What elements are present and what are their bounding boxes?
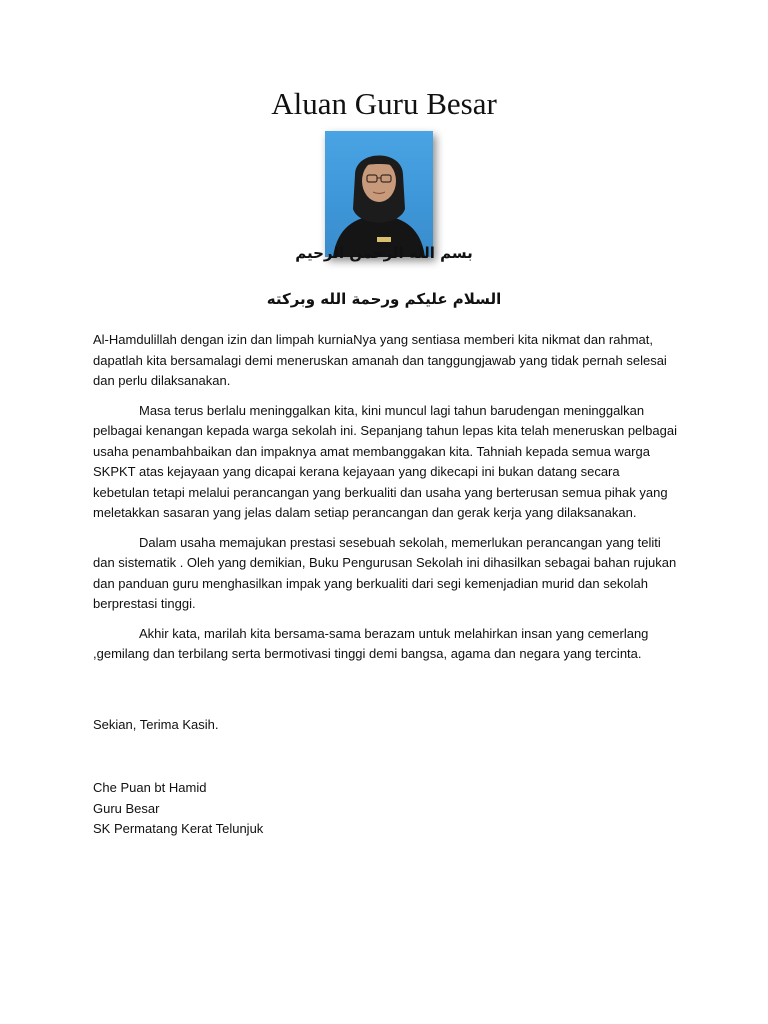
salam-greeting: السلام عليكم ورحمة الله وبركته bbox=[266, 290, 502, 308]
signatory-name: Che Puan bt Hamid bbox=[93, 780, 207, 795]
school-name: SK Permatang Kerat Telunjuk bbox=[93, 821, 264, 836]
headmistress-photo bbox=[325, 131, 433, 257]
closing-line: Sekian, Terima Kasih. bbox=[93, 717, 219, 732]
paragraph-reflection: Masa terus berlalu meninggalkan kita, kini muncul lagi tahun barudengan meninggalkan pelbagai kenangan kepada warga sekolah ini. Sepanjang tahun lepas kita telah meneruskan pelbagai usaha penambahbaikan dan impaknya amat membanggakan kita. Tahniah kepada semua warga SKPKT atas kejayaan yang dicapai kerana kejayaan yang dikecapi ini bukan datang secara kebetulan tetapi melalui perancangan yang berkualiti dan usaha yang berterusan semua pihak yang meletakkan sasaran yang jelas dalam setiap perancangan dan gerak kerja yang dilaksanakan. bbox=[93, 402, 677, 520]
page-title: Aluan Guru Besar bbox=[271, 86, 497, 121]
paragraph-closing-remarks: Akhir kata, marilah kita bersama-sama berazam untuk melahirkan insan yang cemerlang ,gemilang dan terbilang serta bermotivasi tinggi demi bangsa, agama dan negara yang tercinta. bbox=[93, 625, 649, 661]
signature-block bbox=[93, 778, 263, 840]
paragraph-opening: Al-Hamdulillah dengan izin dan limpah kurniaNya yang sentiasa memberi kita nikmat dan rahmat, dapatlah kita bersamalagi demi meneruskan amanah dan tanggungjawab yang tidak pernah selesai dan perlu dilaksanakan. bbox=[93, 332, 667, 388]
signatory-position: Guru Besar bbox=[93, 800, 160, 816]
letter-body bbox=[93, 330, 678, 674]
paragraph-planning: Dalam usaha memajukan prestasi sesebuah sekolah, memerlukan perancangan yang teliti dan sistematik . Oleh yang demikian, Buku Pengurusan Sekolah ini dihasilkan sebagai bahan rujukan dan panduan guru menghasilkan impak yang berkualiti dari segi kemenjadian murid dan sekolah berprestasi tinggi. bbox=[93, 534, 677, 611]
bismillah-text: بسم الله الرحمن الرحيم bbox=[295, 244, 473, 262]
